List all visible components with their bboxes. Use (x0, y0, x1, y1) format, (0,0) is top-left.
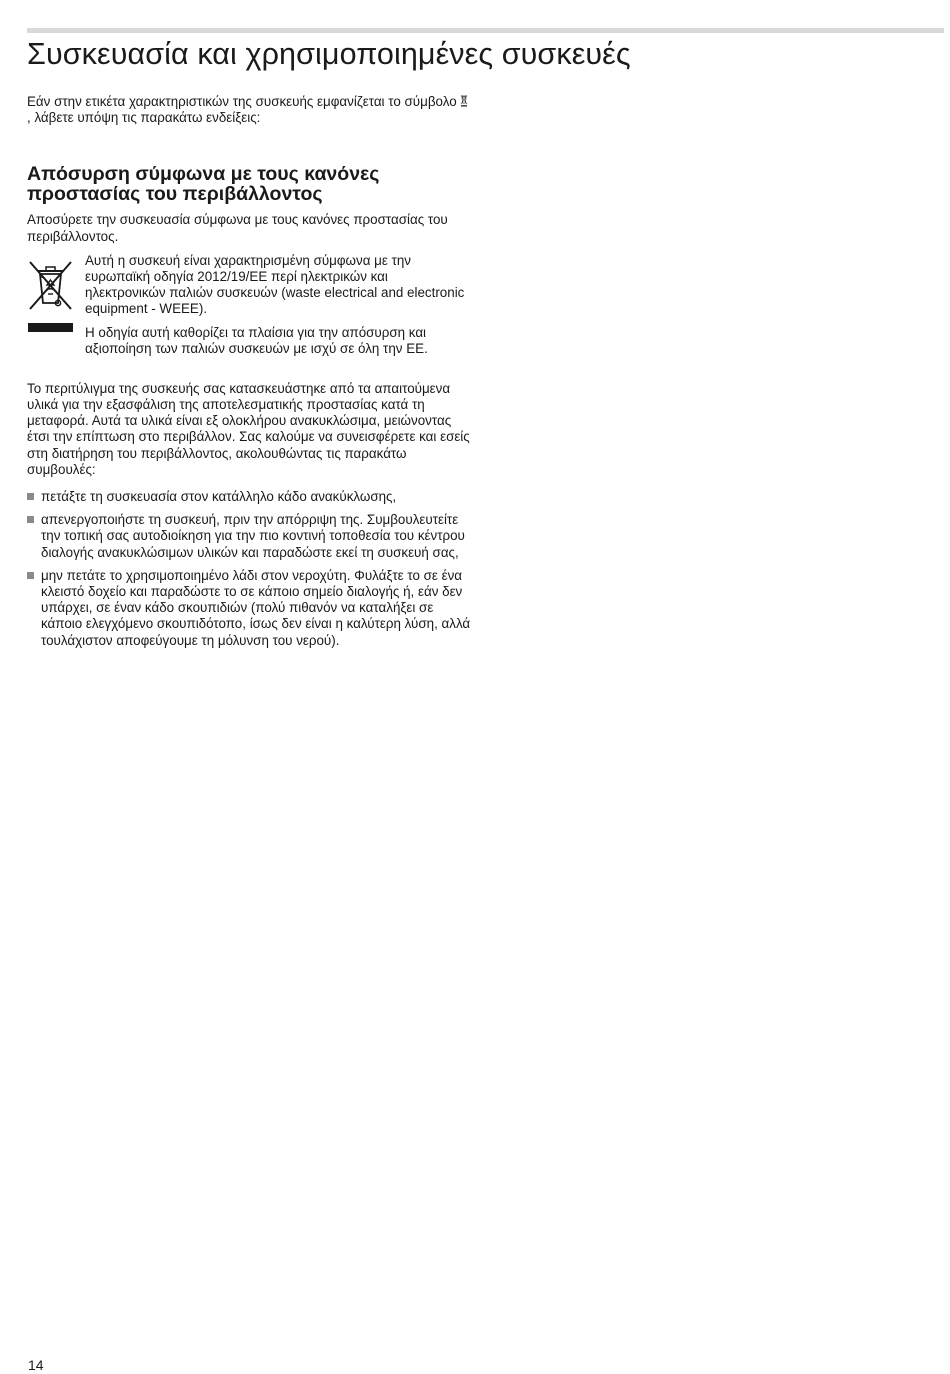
tips-list (27, 489, 472, 649)
packaging-paragraph: Το περιτύλιγμα της συσκευής σας κατασκευάστηκε από τα απαιτούμενα υλικά για την εξασφάλιση της αποτελεσματικής προστασίας κατά τη μεταφορά. Αυτά τα υλικά είναι εξ ολοκλήρου ανακυκλώσιμα, μειώνοντας έτσι την επίπτωση στο περιβάλλον. Σας καλούμε να συνεισφέρετε και εσείς στη διατήρηση του περιβάλλοντος, ακολουθώντας τις παρακάτω συμβουλές: (27, 380, 470, 477)
tip-text: απενεργοποιήστε τη συσκευή, πριν την απόρριψη της. Συμβουλευτείτε την τοπική σας αυτοδιοίκηση για την πιο κοντινή τοποθεσία του κέντρου διαλογής ανακυκλώσιμων υλικών και παραδώστε εκεί τη συσκευή σας, (41, 512, 465, 560)
bullet-square-icon (27, 493, 34, 500)
tip-text: πετάξτε τη συσκευασία στον κατάλληλο κάδο ανακύκλωσης, (41, 489, 397, 505)
content-column (27, 94, 472, 656)
weee-text (85, 253, 472, 357)
weee-crossed-out-bin-icon (27, 259, 74, 335)
section-heading-disposal: Απόσυρση σύμφωνα με τους κανόνες προστασίας του περιβάλλοντος (27, 163, 380, 206)
weee-block (27, 253, 472, 381)
intro-text-after: , λάβετε υπόψη τις παρακάτω ενδείξεις: (27, 110, 261, 126)
disposal-intro: Αποσύρετε την συσκευασία σύμφωνα με τους κανόνες προστασίας του περιβάλλοντος. (27, 212, 448, 244)
list-item (27, 489, 472, 505)
crossed-out-bin-icon (460, 94, 468, 107)
page-title: Συσκευασία και χρησιμοποιημένες συσκευές (27, 37, 631, 71)
list-item (27, 568, 472, 649)
weee-paragraph-1: Αυτή η συσκευή είναι χαρακτηρισμένη σύμφωνα με την ευρωπαϊκή οδηγία 2012/19/ΕΕ περί ηλεκτρικών και ηλεκτρονικών παλιών συσκευών (waste electrical and electronic equipment - WEEE). (85, 252, 465, 317)
list-item (27, 512, 472, 561)
bullet-square-icon (27, 516, 34, 523)
page-number: 14 (28, 1357, 44, 1373)
weee-paragraph-2: Η οδηγία αυτή καθορίζει τα πλαίσια για την απόσυρση και αξιοποίηση των παλιών συσκευών με ισχύ σε όλη την ΕΕ. (85, 324, 428, 356)
top-rule (27, 28, 944, 33)
bullet-square-icon (27, 572, 34, 579)
intro-text-before: Εάν στην ετικέτα χαρακτηριστικών της συσκευής εμφανίζεται το σύμβολο (27, 94, 461, 109)
tip-text: μην πετάτε το χρησιμοποιημένο λάδι στον νεροχύτη. Φυλάξτε το σε ένα κλειστό δοχείο και παραδώστε το σε κάποιο σημείο διαλογής ή, εάν δεν υπάρχει, σε έναν κάδο σκουπιδιών (πολύ πιθανόν να καταλήξει σε κάποιο ελεγχόμενο σκουπιδότοπο, ίσως δεν είναι η καλύτερη λύση, αλλά τουλάχιστον αποφεύγουμε τη μόλυνση του νερού). (41, 567, 471, 648)
intro-paragraph (27, 94, 472, 126)
